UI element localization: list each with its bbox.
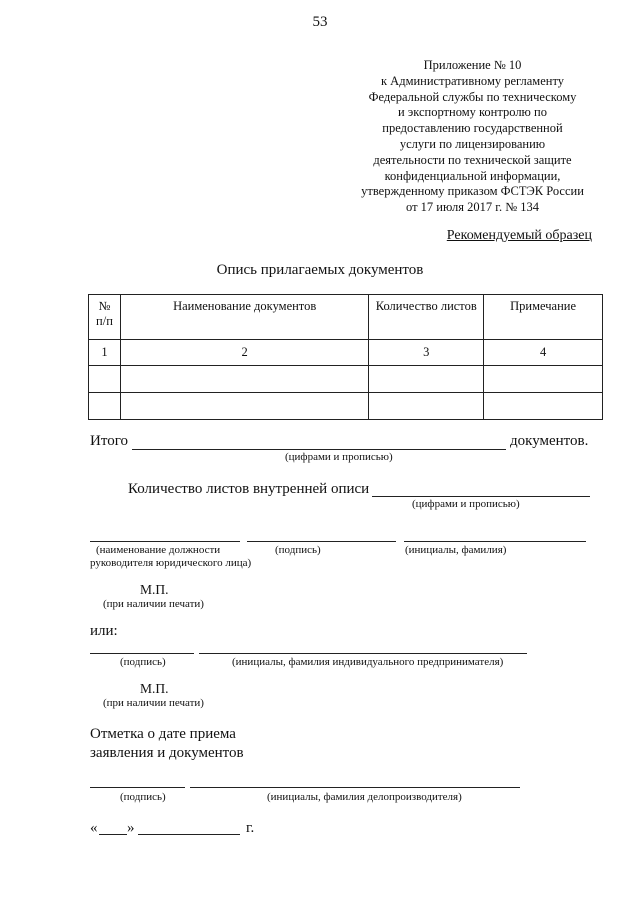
header-cell-number — [89, 295, 121, 340]
table-cell: 2 — [120, 340, 368, 366]
receipt-note-line2: заявления и документов — [90, 745, 244, 761]
appendix-line: утвержденному приказом ФСТЭК России — [361, 184, 584, 199]
header-number-text: № п/п — [96, 299, 113, 328]
appendix-line: предоставлению государственной — [382, 121, 563, 136]
ip-signature-input-line[interactable] — [90, 653, 194, 654]
stamp-label: М.П. — [140, 582, 169, 597]
table-row — [89, 393, 603, 420]
table-cell[interactable] — [120, 393, 368, 420]
inner-sheets-input-line[interactable] — [372, 496, 590, 497]
table-cell: 3 — [369, 340, 484, 366]
table-cell[interactable] — [484, 393, 603, 420]
document-title: Опись прилагаемых документов — [216, 262, 424, 278]
table-header-row — [89, 295, 603, 340]
name-hint: (инициалы, фамилия) — [405, 544, 507, 556]
name-input-line[interactable] — [404, 541, 586, 542]
total-label: Итого — [90, 433, 128, 449]
inventory-table — [88, 294, 603, 420]
appendix-line: Федеральной службы по техническому — [368, 89, 577, 104]
page-number: 53 — [312, 14, 328, 30]
date-close-quote: » — [127, 820, 135, 836]
appendix-line: и экспортному контролю по — [398, 105, 547, 120]
ip-name-hint: (инициалы, фамилия индивидуального предпринимателя) — [232, 656, 504, 668]
date-year-suffix: г. — [246, 820, 255, 836]
appendix-header — [350, 58, 595, 216]
stamp-hint: (при наличии печати) — [103, 598, 204, 610]
total-suffix: документов. — [510, 433, 589, 449]
position-hint-continued: руководителя юридического лица) — [90, 557, 252, 569]
header-cell-name: Наименование документов — [120, 295, 368, 340]
clerk-signature-hint: (подпись) — [120, 791, 166, 803]
inner-sheets-hint: (цифрами и прописью) — [412, 498, 520, 510]
ip-signature-hint: (подпись) — [120, 656, 166, 668]
table-row — [89, 366, 603, 393]
appendix-line: услуги по лицензированию — [399, 136, 546, 151]
signature-input-line[interactable] — [247, 541, 396, 542]
header-cell-note: Примечание — [484, 295, 603, 340]
appendix-line: к Административному регламенту — [380, 73, 564, 88]
table-cell[interactable] — [120, 366, 368, 393]
table-row — [89, 340, 603, 366]
date-month-input-line[interactable] — [138, 834, 240, 835]
position-input-line[interactable] — [90, 541, 240, 542]
table-cell[interactable] — [484, 366, 603, 393]
or-label: или: — [90, 623, 118, 639]
table-cell: 4 — [484, 340, 603, 366]
ip-name-input-line[interactable] — [199, 653, 527, 654]
signature-hint: (подпись) — [275, 544, 321, 556]
table-cell[interactable] — [89, 393, 121, 420]
receipt-note-line1: Отметка о дате приема — [90, 726, 236, 742]
table-cell[interactable] — [369, 366, 484, 393]
date-day-input-line[interactable] — [99, 834, 127, 835]
inner-sheets-label: Количество листов внутренней описи — [128, 481, 370, 497]
table-cell[interactable] — [369, 393, 484, 420]
total-input-line[interactable] — [132, 449, 506, 450]
stamp-label: М.П. — [140, 681, 169, 696]
clerk-name-hint: (инициалы, фамилия делопроизводителя) — [267, 791, 462, 803]
stamp-hint: (при наличии печати) — [103, 697, 204, 709]
header-cell-sheets: Количество листов — [369, 295, 484, 340]
clerk-signature-input-line[interactable] — [90, 787, 185, 788]
appendix-line: конфиденциальной информации, — [384, 168, 561, 183]
recommended-sample-label: Рекомендуемый образец — [446, 228, 592, 243]
appendix-line: Приложение № 10 — [423, 58, 522, 72]
appendix-line: деятельности по технической защите — [373, 152, 572, 167]
table-cell[interactable] — [89, 366, 121, 393]
clerk-name-input-line[interactable] — [190, 787, 520, 788]
date-open-quote: « — [90, 820, 98, 836]
appendix-line: от 17 июля 2017 г. № 134 — [405, 200, 540, 215]
total-hint: (цифрами и прописью) — [285, 451, 393, 463]
table-cell: 1 — [89, 340, 121, 366]
position-hint: (наименование должности — [96, 544, 221, 556]
